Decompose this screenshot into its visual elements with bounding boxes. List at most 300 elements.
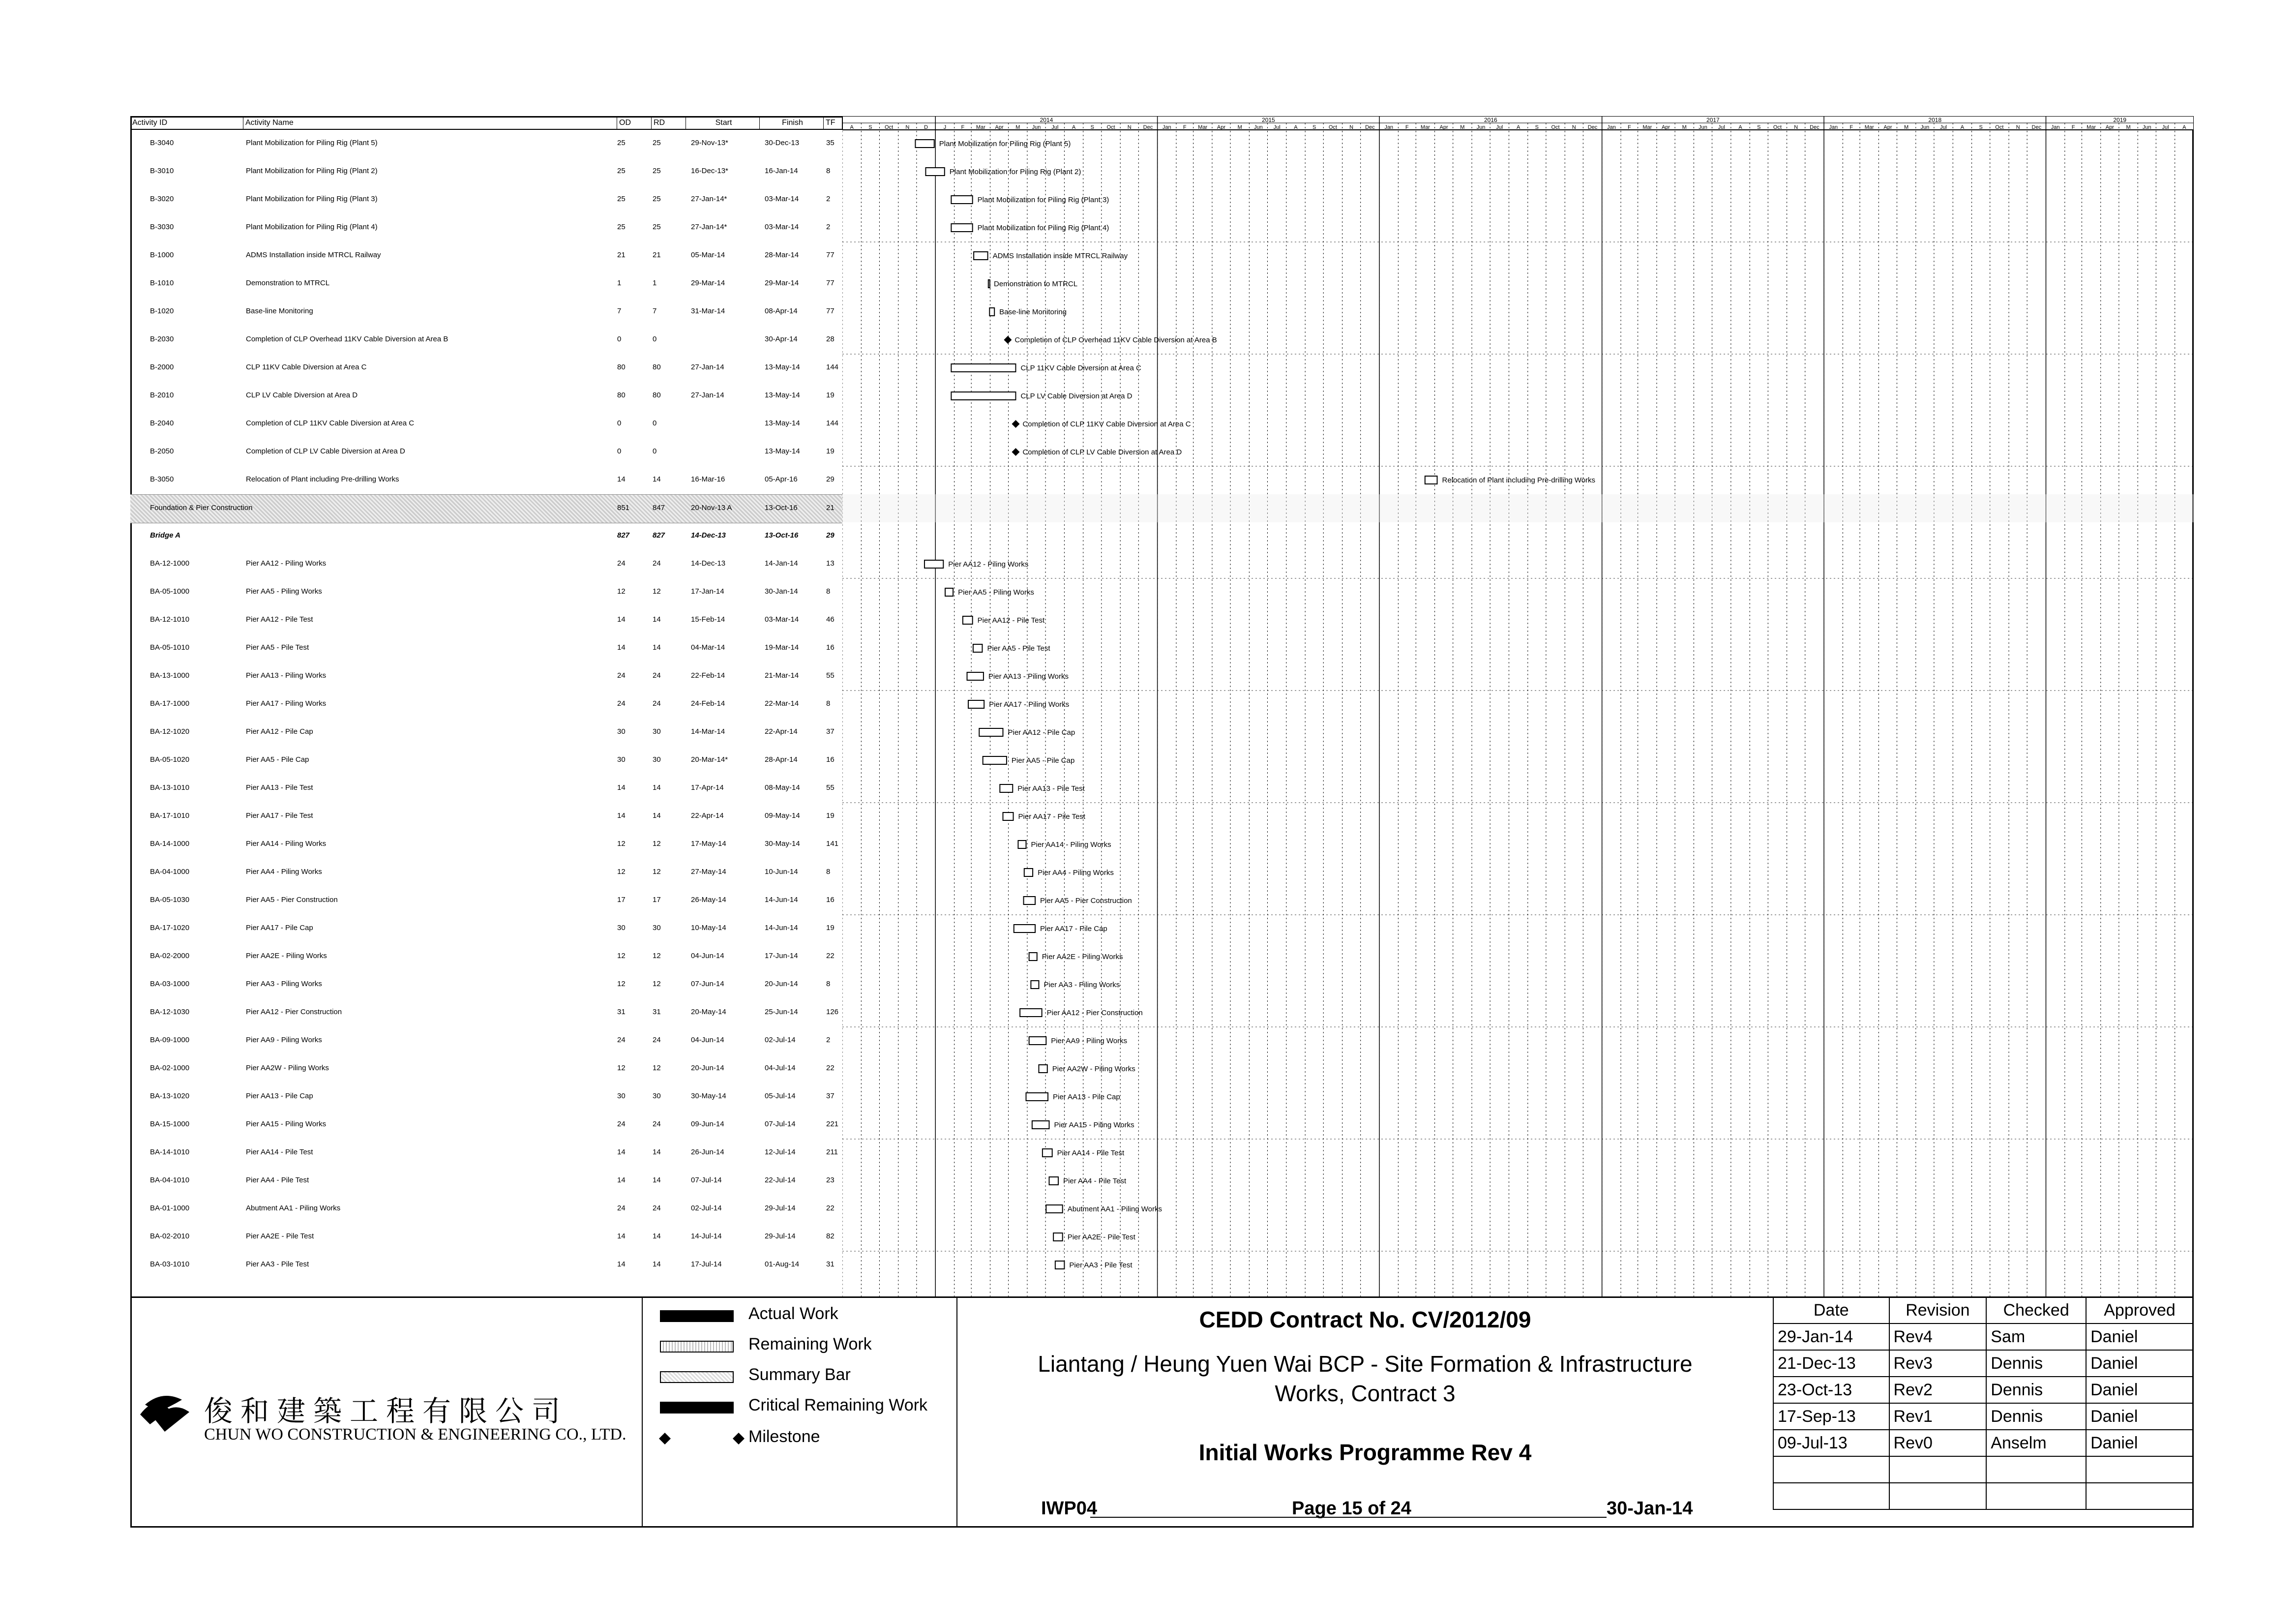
cell-start: 16-Mar-16: [691, 475, 725, 483]
month-label: Apr: [1883, 124, 1892, 130]
cell-tf: 46: [826, 615, 835, 624]
cell-start: 14-Dec-13: [691, 559, 726, 568]
cell-od: 14: [617, 615, 626, 624]
activity-row: [130, 326, 842, 354]
activity-bar: [1032, 1121, 1049, 1129]
activity-bar-label: Pier AA2W - Piling Works: [1052, 1065, 1135, 1073]
activity-bar-label: Pier AA15 - Piling Works: [1054, 1121, 1134, 1129]
month-label: F: [1183, 124, 1187, 130]
cell-tf: 144: [826, 419, 839, 427]
cell-id: B-2030: [150, 335, 174, 343]
activity-row: [130, 662, 842, 691]
activity-bar: [1049, 1177, 1058, 1185]
cell-name: Pier AA14 - Piling Works: [246, 840, 327, 848]
cell-tf: 8: [826, 587, 831, 596]
activity-bar: [925, 168, 944, 176]
activity-bar-label: Plant Mobilization for Piling Rig (Plant 2): [949, 168, 1081, 176]
cell-rd: 0: [653, 447, 657, 455]
cell-id: BA-14-1000: [150, 840, 190, 848]
cell-start: 24-Feb-14: [691, 699, 725, 708]
cell-name: Pier AA12 - Pier Construction: [246, 1008, 342, 1016]
revision-date: [1773, 1456, 1889, 1483]
cell-tf: 29: [826, 475, 835, 483]
activity-row: [130, 831, 842, 859]
legend-swatch-remaining: [660, 1341, 734, 1353]
revision-row: [1773, 1323, 2193, 1350]
title-block: [130, 1296, 2194, 1528]
cell-rd: 0: [653, 419, 657, 427]
cell-name: Plant Mobilization for Piling Rig (Plant 4): [246, 223, 378, 231]
cell-name: ADMS Installation inside MTRCL Railway: [246, 251, 381, 259]
legend-summary: Summary Bar: [748, 1365, 851, 1384]
activity-row: [130, 1251, 842, 1279]
legend: [642, 1296, 956, 1528]
cell-rd: 21: [653, 251, 661, 259]
col-header-activity-id: Activity ID: [130, 116, 243, 130]
cell-tf: 2: [826, 195, 831, 203]
activity-bar-label: Pier AA5 - Pile Test: [987, 644, 1050, 653]
rev-header-checked: Checked: [1986, 1297, 2086, 1323]
cell-start: 27-Jan-14: [691, 391, 724, 399]
project-title-block: [956, 1296, 1773, 1528]
col-header-rd: RD: [652, 116, 686, 130]
cell-name: Pier AA17 - Pile Cap: [246, 924, 313, 932]
cell-start: 07-Jun-14: [691, 980, 724, 988]
activity-row: [130, 943, 842, 971]
month-label: Mar: [1198, 124, 1208, 130]
revision-date: 09-Jul-13: [1773, 1430, 1889, 1456]
cell-rd: 24: [653, 671, 661, 680]
revision-approved: Daniel: [2086, 1377, 2193, 1403]
cell-rd: 0: [653, 335, 657, 343]
cell-od: 31: [617, 1008, 626, 1016]
cell-start: 27-May-14: [691, 868, 726, 876]
month-label: A: [2182, 124, 2186, 130]
cell-tf: 221: [826, 1120, 839, 1128]
milestone-icon: [1004, 336, 1012, 344]
cell-name: Pier AA17 - Pile Test: [246, 812, 313, 820]
month-label: N: [1127, 124, 1132, 130]
cell-rd: 25: [653, 167, 661, 175]
cell-id: BA-13-1020: [150, 1092, 190, 1100]
activity-bar: [1026, 1093, 1048, 1101]
revision-approved: Daniel: [2086, 1350, 2193, 1377]
cell-id: B-2010: [150, 391, 174, 399]
month-label: F: [961, 124, 965, 130]
cell-finish: 30-Dec-13: [765, 139, 800, 147]
cell-finish: 22-Apr-14: [765, 727, 798, 736]
cell-od: 30: [617, 727, 626, 736]
cell-finish: 13-May-14: [765, 391, 800, 399]
cell-tf: 13: [826, 559, 835, 568]
month-label: F: [1627, 124, 1631, 130]
revision-row: [1773, 1377, 2193, 1403]
cell-start: 02-Jul-14: [691, 1204, 722, 1212]
cell-od: 21: [617, 251, 626, 259]
activity-bar: [1003, 812, 1013, 820]
cell-name: Plant Mobilization for Piling Rig (Plant 2): [246, 167, 378, 175]
month-label: Apr: [1661, 124, 1670, 130]
cell-id: BA-12-1030: [150, 1008, 190, 1016]
cell-rd: 24: [653, 1204, 661, 1212]
cell-rd: 30: [653, 924, 661, 932]
revision-row: [1773, 1483, 2193, 1509]
cell-tf: 211: [826, 1148, 838, 1156]
cell-finish: 16-Jan-14: [765, 167, 798, 175]
cell-name: Plant Mobilization for Piling Rig (Plant 3): [246, 195, 378, 203]
cell-finish: 01-Aug-14: [765, 1260, 800, 1268]
cell-start: 26-Jun-14: [691, 1148, 724, 1156]
cell-name: Pier AA4 - Pile Test: [246, 1176, 309, 1184]
activity-row: [130, 550, 842, 578]
cell-tf: 19: [826, 812, 835, 820]
cell-od: 12: [617, 980, 626, 988]
activity-bar-label: Pier AA13 - Pile Cap: [1053, 1093, 1120, 1101]
cell-finish: 04-Jul-14: [765, 1064, 796, 1072]
month-label: Oct: [1551, 124, 1560, 130]
activity-bar-label: Plant Mobilization for Piling Rig (Plant 3): [977, 196, 1109, 204]
cell-start: 27-Jan-14*: [691, 223, 727, 231]
cell-name: Pier AA4 - Piling Works: [246, 868, 322, 876]
cell-od: 0: [617, 335, 622, 343]
cell-finish: 02-Jul-14: [765, 1036, 796, 1044]
cell-tf: 22: [826, 1204, 835, 1212]
month-label: F: [2071, 124, 2075, 130]
col-header-tf: TF: [824, 116, 842, 130]
revision-table: [1773, 1296, 2194, 1528]
cell-start: 26-May-14: [691, 896, 726, 904]
activity-row: [130, 1139, 842, 1167]
cell-finish: 13-May-14: [765, 447, 800, 455]
activity-bar-label: Pier AA12 - Pier Construction: [1046, 1009, 1143, 1017]
month-label: N: [1349, 124, 1354, 130]
cell-id: B-3010: [150, 167, 174, 175]
month-label: Jul: [1940, 124, 1947, 130]
month-label: Jan: [1829, 124, 1838, 130]
activity-row: [130, 971, 842, 999]
activity-row: [130, 775, 842, 803]
cell-finish: 30-May-14: [765, 840, 800, 848]
activity-bar: [1029, 953, 1037, 961]
activity-row: [130, 186, 842, 214]
cell-od: 14: [617, 643, 626, 652]
cell-id: BA-05-1030: [150, 896, 190, 904]
cell-tf: 2: [826, 1036, 831, 1044]
cell-id: BA-17-1010: [150, 812, 190, 820]
cell-tf: 8: [826, 167, 831, 175]
activity-bar: [945, 588, 953, 596]
cell-rd: 847: [653, 504, 665, 512]
revision-approved: Daniel: [2086, 1430, 2193, 1456]
cell-od: 12: [617, 1064, 626, 1072]
activity-bar: [1029, 1037, 1046, 1045]
activity-bar: [951, 224, 972, 232]
cell-od: 17: [617, 896, 626, 904]
cell-name: Pier AA13 - Pile Cap: [246, 1092, 313, 1100]
activity-row: [130, 1111, 842, 1139]
cell-start: 27-Jan-14: [691, 363, 724, 371]
revision-date: 29-Jan-14: [1773, 1323, 1889, 1350]
cell-od: 14: [617, 812, 626, 820]
activity-row: [130, 242, 842, 270]
cell-tf: 55: [826, 671, 835, 680]
cell-id: BA-12-1020: [150, 727, 190, 736]
cell-rd: 12: [653, 868, 661, 876]
cell-name: Pier AA12 - Piling Works: [246, 559, 327, 568]
cell-id: B-3020: [150, 195, 174, 203]
cell-finish: 14-Jun-14: [765, 924, 798, 932]
project-name-line2: Works, Contract 3: [1275, 1381, 1456, 1406]
cell-tf: 37: [826, 1092, 835, 1100]
cell-id: B-3030: [150, 223, 174, 231]
cell-rd: 25: [653, 223, 661, 231]
month-label: N: [905, 124, 910, 130]
cell-od: 24: [617, 1204, 626, 1212]
cell-rd: 31: [653, 1008, 661, 1016]
cell-start: 29-Mar-14: [691, 279, 725, 287]
month-label: F: [1849, 124, 1853, 130]
activity-bar-label: Pier AA2E - Piling Works: [1042, 953, 1123, 961]
cell-rd: 1: [653, 279, 657, 287]
rev-header-date: Date: [1773, 1297, 1889, 1323]
cell-start: 16-Dec-13*: [691, 167, 728, 175]
cell-finish: 20-Jun-14: [765, 980, 798, 988]
activity-bar-label: Pier AA9 - Piling Works: [1051, 1037, 1128, 1045]
month-label: Jun: [2142, 124, 2151, 130]
company-logo-icon: [135, 1390, 199, 1439]
cell-od: 14: [617, 1148, 626, 1156]
cell-tf: 19: [826, 447, 835, 455]
cell-name: Pier AA15 - Piling Works: [246, 1120, 327, 1128]
cell-name: Abutment AA1 - Piling Works: [246, 1204, 341, 1212]
activity-bar-label: Pier AA12 - Pile Cap: [1008, 728, 1075, 737]
legend-remaining: Remaining Work: [748, 1335, 872, 1353]
month-label: Apr: [2105, 124, 2114, 130]
activity-bar: [1055, 1261, 1065, 1269]
cell-rd: 14: [653, 1176, 661, 1184]
month-label: Jul: [1718, 124, 1725, 130]
activity-bar: [974, 252, 987, 260]
cell-id: BA-02-2000: [150, 952, 190, 960]
revision-approved: Daniel: [2086, 1403, 2193, 1430]
cell-tf: 8: [826, 868, 831, 876]
month-label: Jun: [1920, 124, 1930, 130]
activity-bar: [1014, 925, 1035, 932]
cell-tf: 16: [826, 755, 835, 764]
cell-tf: 141: [826, 840, 839, 848]
revision-checked: Sam: [1986, 1323, 2086, 1350]
month-label: Jul: [1051, 124, 1059, 130]
cell-finish: 21-Mar-14: [765, 671, 799, 680]
cell-od: 25: [617, 139, 626, 147]
cell-finish: 13-May-14: [765, 363, 800, 371]
cell-od: 30: [617, 924, 626, 932]
activity-row: [130, 382, 842, 410]
activity-row: [130, 606, 842, 634]
month-label: A: [1072, 124, 1076, 130]
revision-approved: Daniel: [2086, 1323, 2193, 1350]
month-label: S: [868, 124, 872, 130]
activity-bar-label: CLP 11KV Cable Diversion at Area C: [1020, 364, 1141, 372]
cell-finish: 19-Mar-14: [765, 643, 799, 652]
cell-name: Completion of CLP Overhead 11KV Cable Diversion at Area B: [246, 335, 448, 343]
activity-bar-label: Demonstration to MTRCL: [994, 280, 1078, 288]
cell-rd: 24: [653, 559, 661, 568]
cell-start: 07-Jul-14: [691, 1176, 722, 1184]
activity-bar: [1024, 897, 1035, 904]
cell-tf: 82: [826, 1232, 835, 1240]
month-label: Jun: [1032, 124, 1041, 130]
activity-bar-label: Pier AA5 - Pile Cap: [1011, 756, 1075, 765]
cell-name: Pier AA2E - Pile Test: [246, 1232, 314, 1240]
cell-od: 30: [617, 1092, 626, 1100]
activity-bar-label: Pier AA12 - Piling Works: [948, 560, 1029, 569]
cell-tf: 77: [826, 279, 835, 287]
summary-band-row: [130, 494, 842, 523]
cell-finish: 12-Jul-14: [765, 1148, 796, 1156]
year-label: 2015: [1261, 117, 1275, 123]
cell-id: B-2040: [150, 419, 174, 427]
cell-start: 29-Nov-13*: [691, 139, 728, 147]
cell-start: 04-Jun-14: [691, 952, 724, 960]
cell-start: 30-May-14: [691, 1092, 726, 1100]
revision-checked: Anselm: [1986, 1430, 2086, 1456]
cell-start: 22-Feb-14: [691, 671, 725, 680]
cell-id: BA-13-1000: [150, 671, 190, 680]
cell-name: Pier AA5 - Pile Test: [246, 643, 309, 652]
cell-tf: 16: [826, 896, 835, 904]
cell-rd: 24: [653, 1120, 661, 1128]
month-label: A: [1960, 124, 1965, 130]
activity-bar: [968, 700, 984, 708]
cell-od: 12: [617, 587, 626, 596]
cell-tf: 77: [826, 251, 835, 259]
month-label: Apr: [1439, 124, 1448, 130]
cell-start: 22-Apr-14: [691, 812, 724, 820]
activity-bar-label: Pier AA17 - Pile Test: [1018, 812, 1085, 821]
cell-rd: 7: [653, 307, 657, 315]
activity-bar-label: Relocation of Plant including Pre-drilling Works: [1442, 476, 1596, 484]
milestone-icon: [1012, 420, 1019, 428]
cell-rd: 30: [653, 755, 661, 764]
revision-revision: Rev0: [1889, 1430, 1987, 1456]
month-label: M: [1460, 124, 1465, 130]
month-label: A: [1516, 124, 1521, 130]
cell-tf: 35: [826, 139, 835, 147]
activity-bar-label: Pier AA13 - Piling Works: [988, 672, 1069, 681]
month-label: D: [924, 124, 928, 130]
revision-revision: [1889, 1483, 1987, 1509]
cell-finish: 13-Oct-16: [765, 504, 798, 512]
cell-name: Pier AA2W - Piling Works: [246, 1064, 329, 1072]
activity-bar-label: Pier AA14 - Pile Test: [1057, 1149, 1125, 1157]
cell-od: 25: [617, 195, 626, 203]
cell-finish: 22-Mar-14: [765, 699, 799, 708]
cell-od: 12: [617, 952, 626, 960]
cell-start: 17-Jul-14: [691, 1260, 722, 1268]
cell-id: BA-13-1010: [150, 783, 190, 792]
cell-rd: 80: [653, 363, 661, 371]
cell-finish: 17-Jun-14: [765, 952, 798, 960]
activity-bar: [1425, 476, 1437, 484]
cell-id: BA-05-1010: [150, 643, 190, 652]
milestone-icon: [1012, 448, 1019, 456]
activity-bar: [1000, 784, 1013, 792]
cell-start: 20-May-14: [691, 1008, 726, 1016]
activity-row: [130, 1167, 842, 1195]
activity-bar: [951, 364, 1015, 372]
activity-bar: [1046, 1205, 1062, 1213]
cell-start: 04-Mar-14: [691, 643, 725, 652]
document-number: IWP04: [1041, 1498, 1098, 1519]
cell-rd: 12: [653, 980, 661, 988]
activity-row: [130, 1223, 842, 1251]
cell-rd: 12: [653, 952, 661, 960]
revision-checked: [1986, 1483, 2086, 1509]
legend-swatch-summary: [660, 1371, 734, 1383]
wbs-row: [130, 522, 842, 550]
month-label: Mar: [1864, 124, 1874, 130]
company-name-english: CHUN WO CONSTRUCTION & ENGINEERING CO., LTD.: [204, 1425, 626, 1444]
cell-finish: 10-Jun-14: [765, 868, 798, 876]
activity-bar-label: Pier AA17 - Piling Works: [989, 700, 1070, 709]
year-label: 2018: [1928, 117, 1942, 123]
rev-header-revision: Revision: [1889, 1297, 1987, 1323]
cell-od: 14: [617, 783, 626, 792]
cell-od: 12: [617, 840, 626, 848]
month-label: N: [2016, 124, 2020, 130]
cell-tf: 55: [826, 783, 835, 792]
cell-finish: 29-Jul-14: [765, 1204, 796, 1212]
activity-bar: [1018, 841, 1026, 848]
cell-start: 10-May-14: [691, 924, 726, 932]
cell-od: 80: [617, 391, 626, 399]
revision-checked: Dennis: [1986, 1377, 2086, 1403]
activity-bar-label: CLP LV Cable Diversion at Area D: [1020, 392, 1133, 400]
cell-id: BA-05-1000: [150, 587, 190, 596]
revision-revision: Rev4: [1889, 1323, 1987, 1350]
milestone-label: Completion of CLP LV Cable Diversion at Area D: [1022, 448, 1182, 456]
cell-rd: 14: [653, 1260, 661, 1268]
revision-checked: Dennis: [1986, 1350, 2086, 1377]
cell-tf: 8: [826, 699, 831, 708]
cell-start: 09-Jun-14: [691, 1120, 724, 1128]
activity-bar: [973, 644, 983, 652]
year-label: 2017: [1706, 117, 1720, 123]
activity-bar-label: Pier AA4 - Pile Test: [1063, 1177, 1127, 1185]
cell-tf: 77: [826, 307, 835, 315]
revision-checked: [1986, 1456, 2086, 1483]
cell-finish: 08-Apr-14: [765, 307, 798, 315]
month-label: A: [850, 124, 854, 130]
cell-start: 17-Jan-14: [691, 587, 724, 596]
activity-row: [130, 887, 842, 915]
month-label: Oct: [1995, 124, 2004, 130]
cell-tf: 19: [826, 391, 835, 399]
month-label: N: [1572, 124, 1576, 130]
month-label: Jun: [1254, 124, 1263, 130]
activity-bar: [924, 560, 943, 568]
revision-date: 23-Oct-13: [1773, 1377, 1889, 1403]
activity-bar-label: Abutment AA1 - Piling Works: [1067, 1205, 1163, 1213]
cell-id: BA-04-1010: [150, 1176, 190, 1184]
month-label: Mar: [1642, 124, 1652, 130]
cell-od: 0: [617, 419, 622, 427]
cell-start: 20-Nov-13 A: [691, 504, 732, 512]
cell-start: 20-Mar-14*: [691, 755, 728, 764]
activity-row: [130, 298, 842, 326]
cell-rd: 25: [653, 195, 661, 203]
